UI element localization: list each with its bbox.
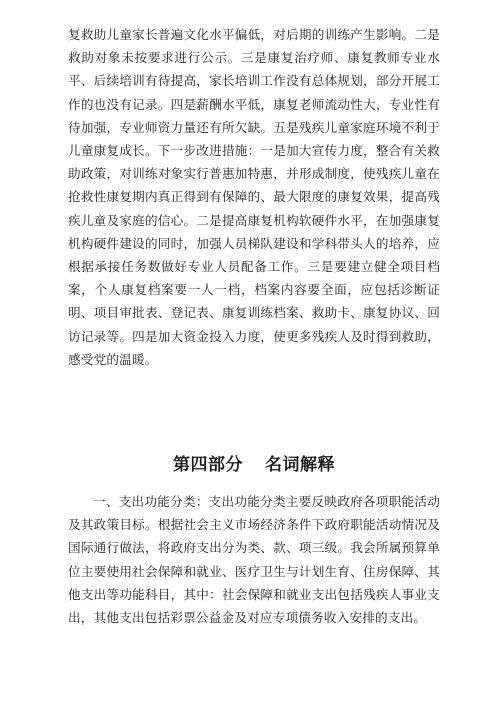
section-heading-part: 第四部分 <box>173 455 243 475</box>
section-heading <box>68 450 440 475</box>
body-paragraph-definition: 一、支出功能分类：支出功能分类主要反映政府各项职能活动及其政策目标。根据社会主义市场经济条件下政府职能活动情况及国际通行做法，将政府支出分为类、款、项三级。我会所属预算单位主要使用社会保障和就业、医疗卫生与计划生育、住房保障、其他支出等功能科目，其中：社会保障和就业支出包括残疾人事业支出，其他支出包括彩票公益金及对应专项债务收入安排的支出。 <box>68 494 440 626</box>
body-paragraph-continued: 复救助儿童家长普遍文化水平偏低，对后期的训练产生影响。二是救助对象未按要求进行公示。三是康复治疗师、康复教师专业水平、后续培训有待提高，家长培训工作没有总体规划，部分开展工作的也没有记录。四是薪酬水平低，康复老师流动性大，专业性有待加强，专业师资力量还有所欠缺。五是残疾儿童家庭环境不利于儿童康复成长。下一步改进措施：一是加大宣传力度，整合有关救助政策，对训练对象实行普惠加特惠，并形成制度，使残疾儿童在抢救性康复期内真正得到有保障的、最大限度的康复效果，提高残疾儿童及家庭的信心。二是提高康复机构软硬件水平，在加强康复机构硬件建设的同时，加强人员梯队建设和学科带头人的培养，应根据承接任务数做好专业人员配备工作。三是要建立健全项目档案，个人康复档案要一人一档，档案内容要全面，应包括诊断证明、项目审批表、登记表、康复训练档案、救助卡、康复协议、回访记录等。四是加大资金投入力度，使更多残疾人及时得到救助，感受党的温暖。 <box>68 27 440 367</box>
section-heading-name: 名词解释 <box>265 455 335 475</box>
